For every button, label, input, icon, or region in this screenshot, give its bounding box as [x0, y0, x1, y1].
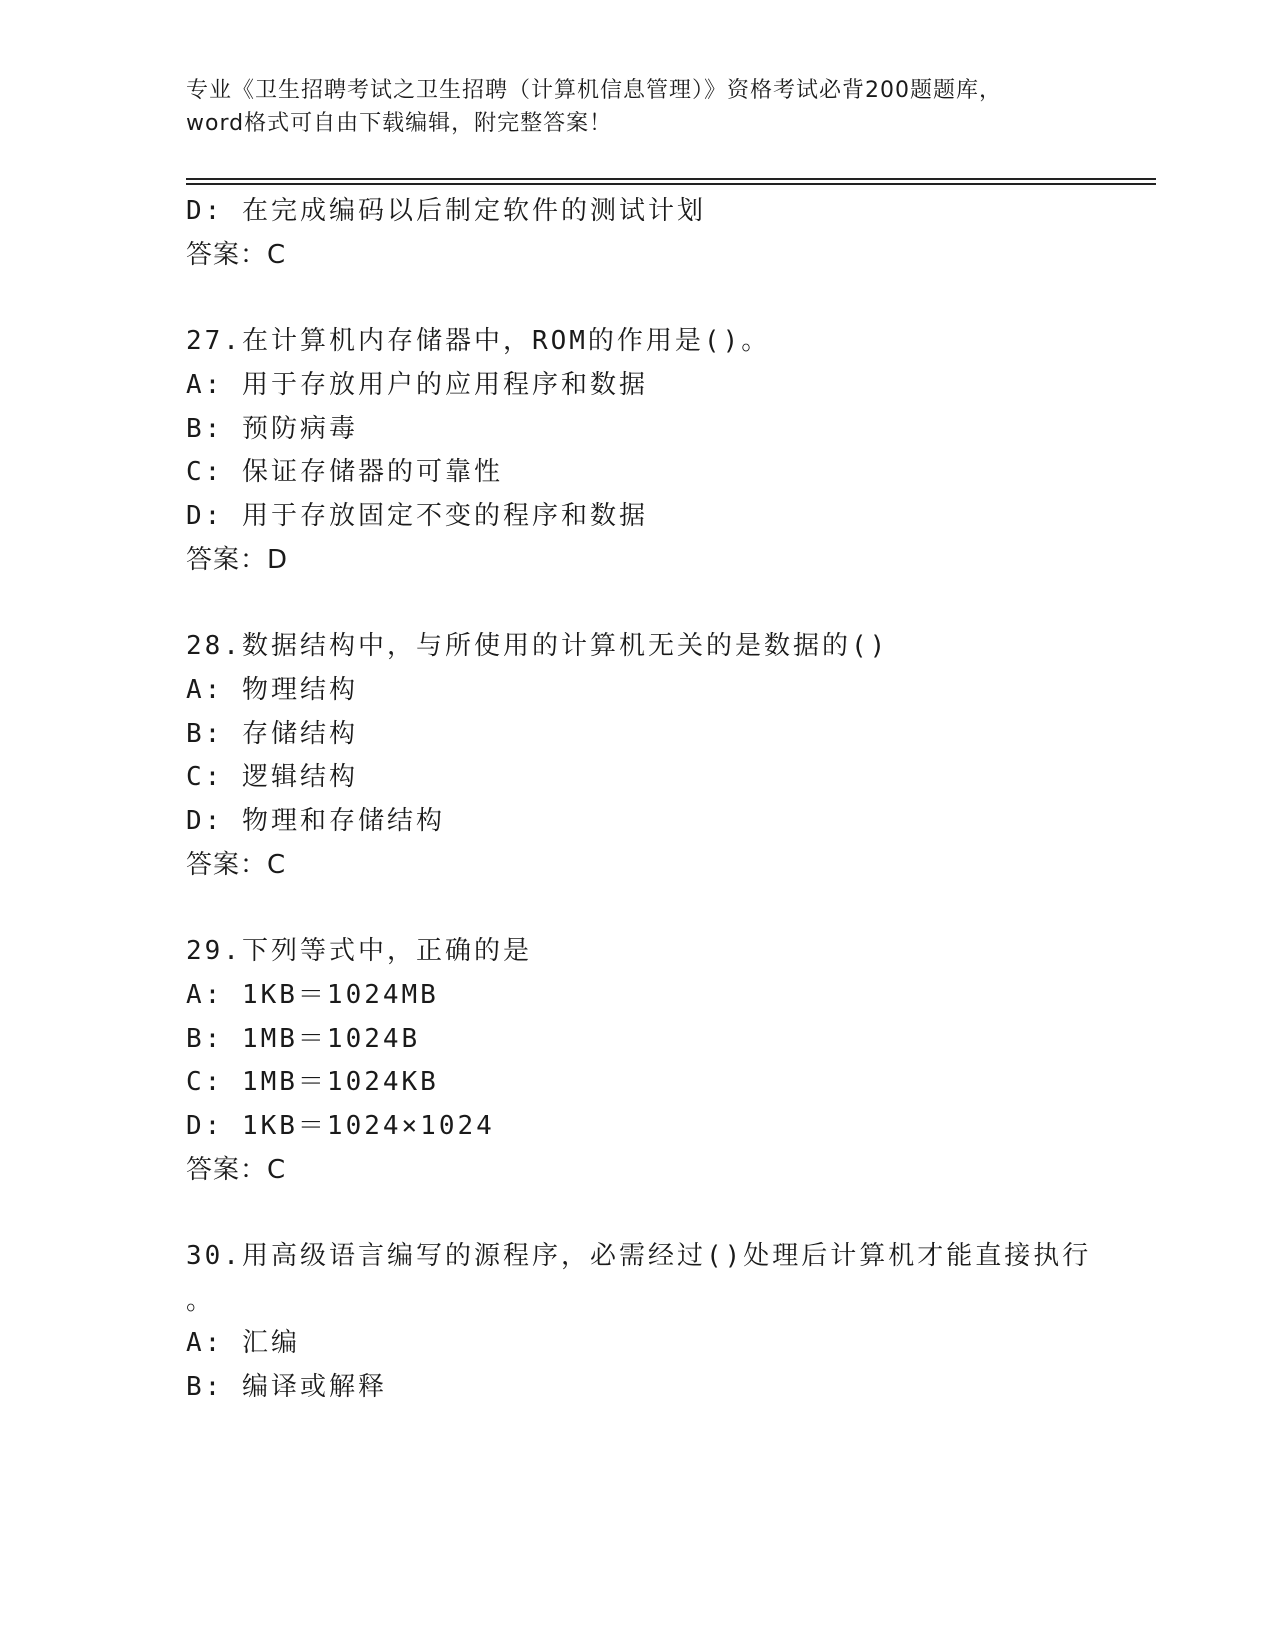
- question-30-option-a: A: 汇编: [186, 1328, 300, 1358]
- question-28-option-c: C: 逻辑结构: [186, 762, 358, 792]
- question-29-option-b: B: 1MB＝1024B: [186, 1024, 421, 1054]
- header-line-1: 专业《卫生招聘考试之卫生招聘（计算机信息管理）》资格考试必背200题题库，: [186, 78, 1002, 103]
- question-28-option-a: A: 物理结构: [186, 675, 358, 705]
- document-header: [186, 74, 1086, 140]
- prev-answer: 答案：C: [186, 240, 287, 270]
- question-28-stem: 28.数据结构中，与所使用的计算机无关的是数据的(): [186, 631, 889, 661]
- question-29-option-d: D: 1KB＝1024×1024: [186, 1111, 495, 1141]
- prev-option-d: D: 在完成编码以后制定软件的测试计划: [186, 196, 706, 226]
- header-divider-top: [186, 178, 1156, 180]
- question-29-stem: 29.下列等式中，正确的是: [186, 936, 532, 966]
- question-27-answer: 答案：D: [186, 545, 289, 575]
- question-27-stem: 27.在计算机内存储器中，ROM的作用是()。: [186, 326, 771, 356]
- question-28-answer: 答案：C: [186, 850, 287, 880]
- question-30-option-b: B: 编译或解释: [186, 1372, 387, 1402]
- question-29-option-a: A: 1KB＝1024MB: [186, 980, 439, 1010]
- question-30-stem-continuation: 。: [186, 1286, 216, 1316]
- question-28-option-d: D: 物理和存储结构: [186, 806, 445, 836]
- question-29-answer: 答案：C: [186, 1155, 287, 1185]
- question-27-option-a: A: 用于存放用户的应用程序和数据: [186, 370, 648, 400]
- question-30-stem: 30.用高级语言编写的源程序，必需经过()处理后计算机才能直接执行: [186, 1241, 1092, 1271]
- question-28-option-b: B: 存储结构: [186, 719, 358, 749]
- header-line-2: word格式可自由下载编辑，附完整答案！: [186, 111, 613, 136]
- question-27-option-b: B: 预防病毒: [186, 414, 358, 444]
- question-29-option-c: C: 1MB＝1024KB: [186, 1067, 439, 1097]
- header-divider-bottom: [186, 183, 1156, 185]
- question-27-option-d: D: 用于存放固定不变的程序和数据: [186, 501, 648, 531]
- question-27-option-c: C: 保证存储器的可靠性: [186, 457, 503, 487]
